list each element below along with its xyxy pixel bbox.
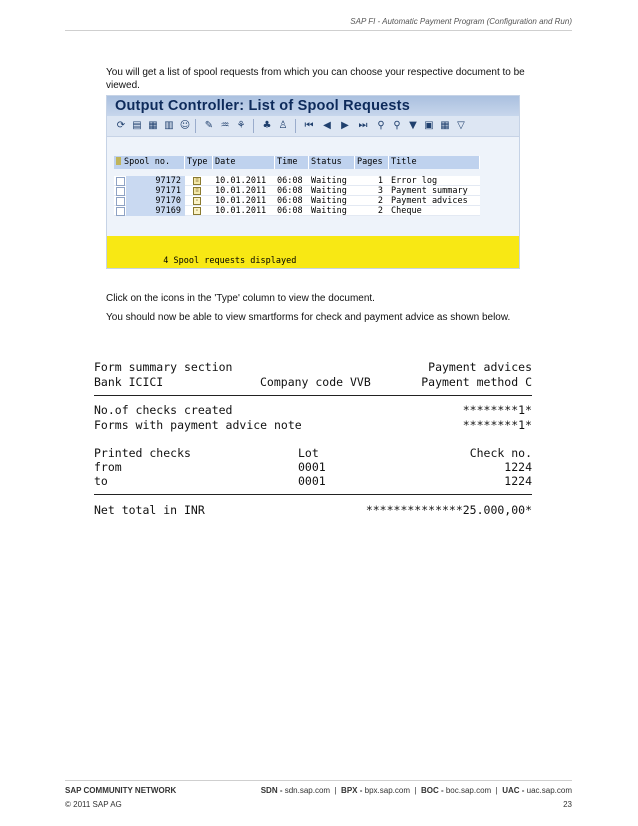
column-marker-icon [116,157,121,165]
status-cell: Waiting [311,206,347,216]
forms-advice-label: Forms with payment advice note [94,418,302,432]
instruction-line-2: You should now be able to view smartforms for check and payment advice as shown below. [106,312,511,323]
checks-created-value: ********1* [462,403,532,417]
row-select-checkbox[interactable] [116,197,125,206]
from-lot: 0001 [298,460,326,474]
uac-label: UAC - [502,786,525,795]
time-cell: 06:08 [277,186,303,196]
title-cell: Cheque [391,206,422,216]
intro-text [106,66,525,92]
spool-no-cell[interactable]: 97171 [126,186,185,196]
message-displayed: 4 Spool requests displayed [107,256,297,266]
pages-cell: 1 [377,176,383,186]
toolbar-separator [253,119,254,133]
bpx-link[interactable]: bpx.sap.com [364,786,410,795]
intro-line-2: viewed. [106,80,140,91]
table-row[interactable] [114,186,480,196]
column-header-title[interactable]: Title [389,156,480,169]
row-select-checkbox[interactable] [116,177,125,186]
filter2-icon[interactable]: ▽ [457,120,465,131]
grid-icon[interactable]: ▦ [440,120,450,131]
title-cell: Payment summary [391,186,468,196]
bank-label: Bank ICICI [94,375,164,389]
footer-copyright: © 2011 SAP AG [65,800,122,809]
from-label: from [94,460,122,474]
forms-advice-value: ********1* [462,418,532,432]
pages-cell: 2 [377,206,383,216]
form-divider [94,494,532,495]
footer-network: SAP COMMUNITY NETWORK [65,786,177,795]
status-cell: Waiting [311,186,347,196]
spool-message-area [107,236,519,268]
boc-link[interactable]: boc.sap.com [445,786,492,795]
row-select-checkbox[interactable] [116,207,125,216]
intro-line-1: You will get a list of spool requests from which you can choose your respective document to be [106,67,525,78]
form-divider [94,395,532,396]
settings-icon[interactable]: ✎ [204,120,214,131]
sort-icon[interactable]: ▼ [409,120,417,131]
column-header-date[interactable]: Date [213,156,275,169]
form-type-label: Payment advices [428,360,532,374]
check-no-header: Check no. [469,446,532,460]
sap-output-controller-window [106,95,520,269]
status-cell: Waiting [311,196,347,206]
lot-header: Lot [298,446,319,460]
print-preview-icon[interactable]: ▦ [148,120,158,131]
list-icon[interactable]: ≡ [193,187,201,195]
bpx-label: BPX - [341,786,363,795]
column-header-status[interactable]: Status [309,156,355,169]
column-header-spool-no[interactable]: Spool no. [114,156,185,169]
find-icon[interactable]: ⚲ [377,120,385,131]
table-row[interactable] [114,206,480,216]
footer-links: SDN - sdn.sap.com | BPX - bpx.sap.com | BOC - boc.sap.com | UAC - uac.sap.com [260,786,572,795]
time-cell: 06:08 [277,206,303,216]
first-page-icon[interactable]: ⏮ [304,120,314,131]
last-page-icon[interactable]: ⏭ [358,120,368,131]
company-code-label: Company code VVB [260,375,371,389]
column-header-time[interactable]: Time [275,156,309,169]
footer-divider [65,780,572,781]
find-next-icon[interactable]: ⚲ [393,120,401,131]
print-icon[interactable]: ▤ [132,120,142,131]
row-select-checkbox[interactable] [116,187,125,196]
time-cell: 06:08 [277,176,303,186]
next-page-icon[interactable]: ▶ [341,120,349,131]
date-cell: 10.01.2011 [215,196,267,206]
uac-link[interactable]: uac.sap.com [526,786,572,795]
page-header-title: SAP FI - Automatic Payment Program (Configuration and Run) [350,17,572,26]
to-label: to [94,474,108,488]
document-icon[interactable]: ▫ [193,197,201,205]
sdn-label: SDN - [260,786,283,795]
spool-no-cell[interactable]: 97169 [126,206,185,216]
printed-checks-label: Printed checks [94,446,191,460]
title-cell: Payment advices [391,196,468,206]
column-header-type[interactable]: Type [185,156,213,169]
net-total-label: Net total in INR [94,503,205,517]
pages-cell: 3 [377,186,383,196]
checks-created-label: No.of checks created [94,403,233,417]
sdn-link[interactable]: sdn.sap.com [284,786,331,795]
sap-window-title: Output Controller: List of Spool Requests [107,96,519,116]
hat-icon[interactable]: ♣ [262,120,272,131]
filter-icon[interactable]: ♒ [220,120,230,131]
form-section-title: Form summary section [94,360,233,374]
user-icon[interactable]: ☺ [179,120,191,131]
from-check: 1224 [504,460,532,474]
page-number: 23 [563,800,572,809]
column-header-pages[interactable]: Pages [355,156,389,169]
title-cell: Error log [391,176,438,186]
layout-icon[interactable]: ▣ [424,120,434,131]
list-icon[interactable]: ≡ [193,177,201,185]
person-icon[interactable]: ♙ [278,120,288,131]
spool-no-cell[interactable]: 97170 [126,196,185,206]
pages-cell: 2 [377,196,383,206]
time-cell: 06:08 [277,196,303,206]
to-check: 1224 [504,474,532,488]
spool-no-cell[interactable]: 97172 [126,176,185,186]
net-total-value: **************25.000,00* [365,503,532,517]
date-cell: 10.01.2011 [215,176,267,186]
to-lot: 0001 [298,474,326,488]
instruction-line-1: Click on the icons in the 'Type' column to view the document. [106,293,375,304]
toolbar-separator [195,119,196,133]
table-row[interactable] [114,196,480,206]
sap-toolbar [107,116,519,137]
date-cell: 10.01.2011 [215,186,267,196]
toolbar-separator [295,119,296,133]
tree-icon[interactable]: ⚘ [236,120,246,131]
status-cell: Waiting [311,176,347,186]
table-row[interactable] [114,176,480,186]
payment-method-label: Payment method C [421,375,532,389]
refresh-icon[interactable]: ⟳ [116,120,126,131]
delete-icon[interactable]: ▥ [164,120,174,131]
document-icon[interactable]: ▫ [193,207,201,215]
header-divider [65,30,572,31]
date-cell: 10.01.2011 [215,206,267,216]
prev-page-icon[interactable]: ◀ [323,120,331,131]
boc-label: BOC - [420,786,444,795]
